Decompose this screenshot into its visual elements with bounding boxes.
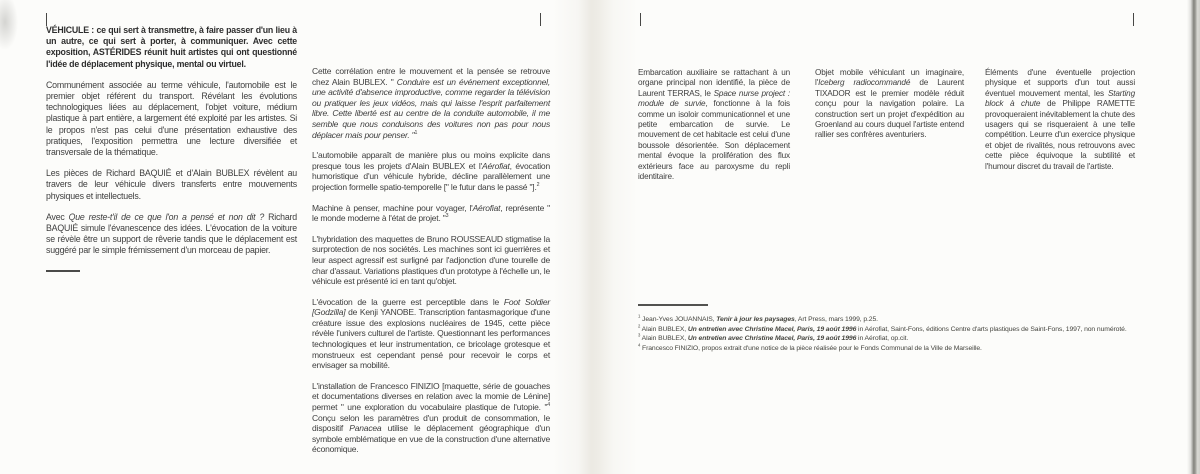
footnote-4: $^4$ Francesco FINIZIO, propos extrait d'une notice de la pièce réalisée pour le Fonds Communal de la Ville de Marseille. (638, 342, 982, 353)
page-edge-shadow (1187, 0, 1200, 474)
right-page-column-2 (815, 68, 964, 141)
footnote-3: $^3$ Alain BUBLEX, Un entretien avec Christine Macel, Paris, 19 août 1996 in Aérofiat, op.cit. (638, 333, 909, 343)
paragraph: Les pièces de Richard BAQUIÉ et d'Alain BUBLEX révèlent au travers de leur véhicule divers transferts entre mouvements physiques et intellectuels. (46, 168, 297, 201)
paragraph: Éléments d'une éventuelle projection physique et supports d'un tout aussi éventuel mouvement mental, les Starting block à chute de Philippe RAMETTE provoqueraient inévitablement la chute des usagers qui se risqueraient à une telle compétition. Leurre d'un exercice physique et objet de rivalités, nous retrouvons avec cette pièce équivoque la subtilité et l'humour discret du travail de l'artiste. (985, 68, 1136, 171)
page-gutter-shadow (552, 0, 638, 474)
right-page-column-1 (638, 68, 790, 182)
footnotes (638, 315, 1196, 354)
paragraph: Machine à penser, machine pour voyager, l'Aérofiat, représente " le monde moderne à l'état de projet. "$^3$ (312, 202, 550, 224)
footnote-rule (638, 304, 708, 306)
intro-paragraph: VÉHICULE : ce qui sert à transmettre, à faire passer d'un lieu à un autre, ce qui sert à porter, à communiquer. Avec cette exposition, ASTÉRIDES réunit huit artistes qui ont questionné l'idée de déplacement physique, mental ou virtuel. (46, 25, 297, 69)
section-rule (46, 270, 80, 272)
left-page-column-2 (312, 66, 550, 455)
paragraph: L'évocation de la guerre est perceptible dans le Foot Soldier [Godzilla] de Kenji YANOBE. Transcription fantasmagorique d'une créature issue des explosions nucléaires de 1945, cette pièce révèle l'univers culturel de l'artiste. Questionnant les performances technologiques et leur instrumentation, ce bricolage grotesque et monstrueux est cependant pensé pour recevoir le corps et envisager sa mobilité. (312, 296, 550, 371)
scan-corner-smudge (0, 0, 18, 50)
paragraph: Cette corrélation entre le mouvement et la pensée se retrouve chez Alain BUBLEX. " Conduire est un événement exceptionnel, une activité d'absence improductive, comme regarder la télévision ou pratiquer les jeux vidéos, mais qui laisse l'esprit parfaitement libre. Cette liberté est au centre de la conduite automobile, il me semble que nous conduisons des voitures non pas pour nous déplacer mais pour penser. "$^1$ (312, 66, 550, 140)
footnote-2: $^2$ Alain BUBLEX, Un entretien avec Christine Macel, Paris, 19 août 1996 in Aérofiat, Saint-Fons, éditions Centre d'arts plastiques de Saint-Fons, 1997, non numéroté. (638, 323, 1127, 333)
right-page-column-3 (985, 68, 1135, 172)
paragraph: Objet mobile véhiculant un imaginaire, l'Iceberg radiocommandé de Laurent TIXADOR est le premier modèle réduit conçu pour la navigation polaire. La construction sert un projet d'expédition au Groenland au cours duquel l'artiste entend rallier ses confrères aventuriers. (815, 68, 964, 140)
left-page-column-1 (46, 25, 297, 272)
footnote-1: $^1$ Jean-Yves JOUANNAIS, Tenir à jour les paysages, Art Press, mars 1999, p.25. (638, 313, 878, 323)
paragraph: Embarcation auxiliaire se rattachant à un organe principal non identifié, la pièce de Laurent TERRAS, le Space nurse project : module de survie, fonctionne à la fois comme un isoloir communicationnel et une petite embarcation de survie. Le mouvement de cet habitacle est celui d'une boussole désorientée. Son déplacement mental évoque la prolifération des flux extérieurs face au paroxysme du repli identitaire. (638, 68, 791, 182)
paragraph: Communément associée au terme véhicule, l'automobile est le premier objet référent du transport. Révélant les évolutions technologiques liées au déplacement, l'objet voiture, médium plastique à part entière, a largement été exploité par les artistes. Si le propos n'est pas celui d'une présentation exhaustive des pratiques, l'exposition permettra une lecture diversifiée et transversale de la thématique. (46, 79, 297, 158)
paragraph: L'installation de Francesco FINIZIO [maquette, série de gouaches et documentations diverses en relation avec la momie de Lénine] permet " une exploration du vocabulaire plastique de l'utopie. "$^4$ Conçu selon les paramètres d'un produit de consommation, le dispositif Panacea utilise le déplacement géographique d'un symbole emblématique en vue de la construction d'une alternative économique. (312, 380, 550, 455)
paragraph: Avec Que reste-t'il de ce que l'on a pensé et non dit ? Richard BAQUIÉ simule l'évanescence des idées. L'évocation de la voiture se révèle être un support de rêverie tandis que le déplacement est suggéré par le simple frémissement d'un morceau de papier. (46, 211, 297, 256)
crop-mark (540, 13, 541, 26)
paragraph: L'automobile apparaît de manière plus ou moins explicite dans presque tous les projets d'Alain BUBLEX et l'Aérofiat, évocation humoristique d'un véhicule hybride, décline parallèlement une projection formelle spatio-temporelle [" le futur dans le passé "].$^2$ (312, 150, 550, 192)
crop-mark (1133, 13, 1134, 26)
paragraph: L'hybridation des maquettes de Bruno ROUSSEAUD stigmatise la surprotection de nos sociétés. Les machines sont ici guerrières et leur aspect agressif est surligné par l'adjonction d'une tourelle de char d'assaut. Variations plastiques d'un prototype à l'échelle un, le véhicule est présenté ici en tant qu'objet. (312, 233, 550, 287)
crop-mark (640, 13, 641, 26)
